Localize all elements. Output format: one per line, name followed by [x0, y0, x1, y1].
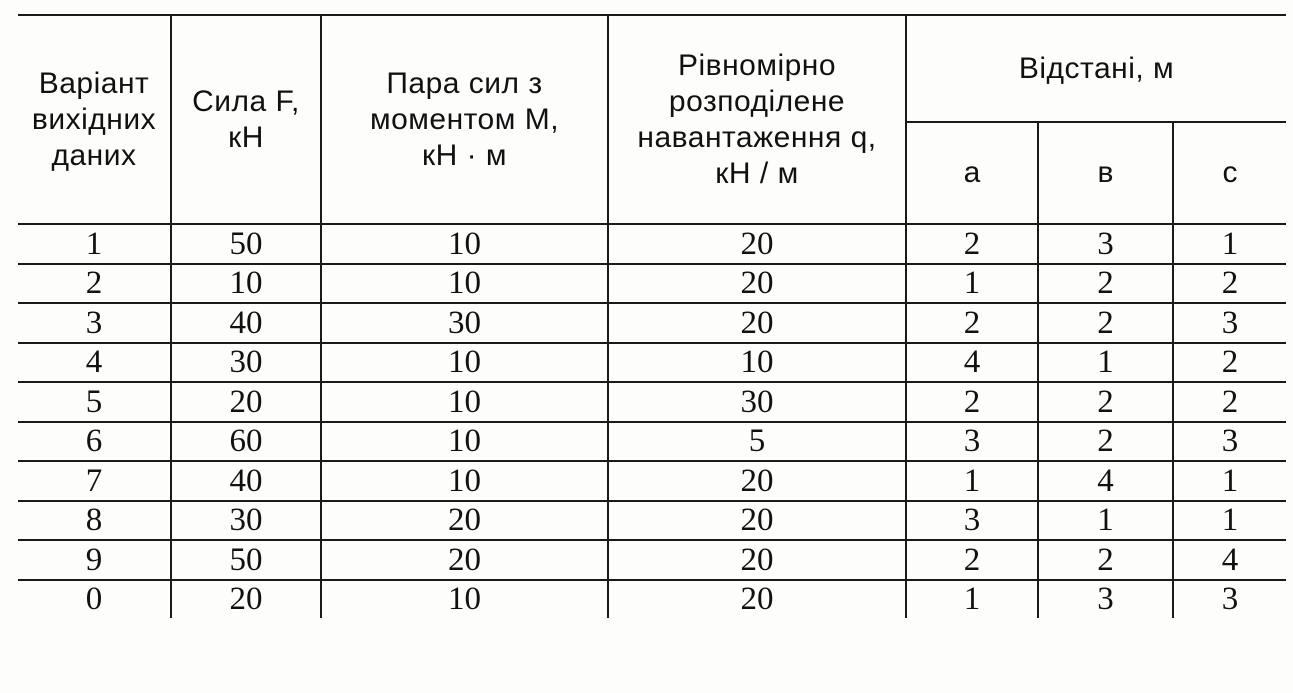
cell-distance-a: 2: [906, 540, 1038, 580]
cell-distance-b: 2: [1038, 540, 1173, 580]
table-row: [18, 422, 1286, 462]
cell-variant: 7: [18, 461, 171, 501]
cell-variant: 6: [18, 422, 171, 462]
cell-distance-c: 2: [1173, 382, 1286, 422]
table-row: [18, 343, 1286, 383]
cell-load: 20: [608, 580, 906, 619]
table-row: [18, 540, 1286, 580]
header-variant-line-1: Варіант: [38, 66, 150, 100]
cell-distance-a: 3: [906, 501, 1038, 541]
header-moment: [321, 15, 608, 224]
cell-distance-b: 1: [1038, 501, 1173, 541]
header-moment-line-2: моментом М,: [369, 102, 560, 136]
cell-distance-b: 4: [1038, 461, 1173, 501]
cell-distance-b: 1: [1038, 343, 1173, 383]
cell-force: 20: [171, 580, 321, 619]
cell-force: 20: [171, 382, 321, 422]
cell-load: 20: [608, 540, 906, 580]
cell-moment: 10: [321, 382, 608, 422]
cell-distance-a: 2: [906, 382, 1038, 422]
header-moment-line-1: Пара сил з: [386, 66, 543, 100]
cell-load: 20: [608, 303, 906, 343]
cell-distance-a: 1: [906, 264, 1038, 304]
variants-table: [18, 14, 1286, 618]
cell-variant: 0: [18, 580, 171, 619]
cell-distance-c: 3: [1173, 422, 1286, 462]
header-distance-c: с: [1173, 122, 1286, 224]
header-distance-b: в: [1038, 122, 1173, 224]
table-row: [18, 303, 1286, 343]
header-distance-a: а: [906, 122, 1038, 224]
cell-distance-c: 1: [1173, 461, 1286, 501]
header-variant-line-2: вихідних: [31, 102, 157, 136]
cell-force: 30: [171, 501, 321, 541]
cell-distance-c: 2: [1173, 343, 1286, 383]
cell-force: 30: [171, 343, 321, 383]
cell-load: 20: [608, 501, 906, 541]
cell-distance-a: 2: [906, 303, 1038, 343]
cell-moment: 20: [321, 501, 608, 541]
cell-distance-c: 2: [1173, 264, 1286, 304]
cell-distance-a: 3: [906, 422, 1038, 462]
header-distributed-load: [608, 15, 906, 224]
table-row: [18, 580, 1286, 619]
cell-variant: 4: [18, 343, 171, 383]
table-body: [18, 224, 1286, 618]
header-load-line-1: Рівномірно: [677, 48, 837, 82]
cell-load: 20: [608, 264, 906, 304]
cell-force: 50: [171, 224, 321, 264]
cell-variant: 5: [18, 382, 171, 422]
cell-distance-b: 2: [1038, 422, 1173, 462]
header-variant: [18, 15, 171, 224]
header-distances: Відстані, м: [906, 15, 1286, 122]
cell-distance-b: 3: [1038, 580, 1173, 619]
cell-force: 50: [171, 540, 321, 580]
cell-moment: 30: [321, 303, 608, 343]
cell-distance-c: 3: [1173, 580, 1286, 619]
cell-load: 10: [608, 343, 906, 383]
cell-variant: 8: [18, 501, 171, 541]
header-force: [171, 15, 321, 224]
header-moment-line-3: кН · м: [421, 138, 508, 172]
cell-moment: 10: [321, 264, 608, 304]
cell-distance-a: 2: [906, 224, 1038, 264]
cell-distance-b: 2: [1038, 264, 1173, 304]
cell-distance-c: 4: [1173, 540, 1286, 580]
cell-force: 40: [171, 303, 321, 343]
cell-moment: 10: [321, 343, 608, 383]
table-row: [18, 501, 1286, 541]
cell-moment: 20: [321, 540, 608, 580]
cell-load: 20: [608, 461, 906, 501]
cell-load: 20: [608, 224, 906, 264]
cell-distance-b: 2: [1038, 382, 1173, 422]
table-row: [18, 224, 1286, 264]
table-row: [18, 461, 1286, 501]
cell-variant: 1: [18, 224, 171, 264]
cell-distance-a: 4: [906, 343, 1038, 383]
cell-load: 5: [608, 422, 906, 462]
cell-variant: 3: [18, 303, 171, 343]
cell-moment: 10: [321, 580, 608, 619]
cell-force: 60: [171, 422, 321, 462]
cell-distance-c: 3: [1173, 303, 1286, 343]
cell-distance-c: 1: [1173, 501, 1286, 541]
cell-distance-b: 3: [1038, 224, 1173, 264]
cell-distance-b: 2: [1038, 303, 1173, 343]
header-load-line-3: навантаження q,: [637, 120, 877, 154]
cell-distance-a: 1: [906, 461, 1038, 501]
cell-variant: 2: [18, 264, 171, 304]
cell-variant: 9: [18, 540, 171, 580]
cell-distance-c: 1: [1173, 224, 1286, 264]
header-variant-line-3: даних: [51, 138, 137, 172]
cell-moment: 10: [321, 224, 608, 264]
cell-force: 40: [171, 461, 321, 501]
cell-moment: 10: [321, 422, 608, 462]
cell-moment: 10: [321, 461, 608, 501]
table-row: [18, 382, 1286, 422]
cell-force: 10: [171, 264, 321, 304]
cell-distance-a: 1: [906, 580, 1038, 619]
header-force-line-2: кН: [228, 120, 264, 154]
header-force-line-1: Сила F,: [192, 84, 300, 118]
header-load-line-4: кН / м: [715, 156, 799, 190]
cell-load: 30: [608, 382, 906, 422]
table-row: [18, 264, 1286, 304]
header-load-line-2: розподілене: [668, 84, 846, 118]
